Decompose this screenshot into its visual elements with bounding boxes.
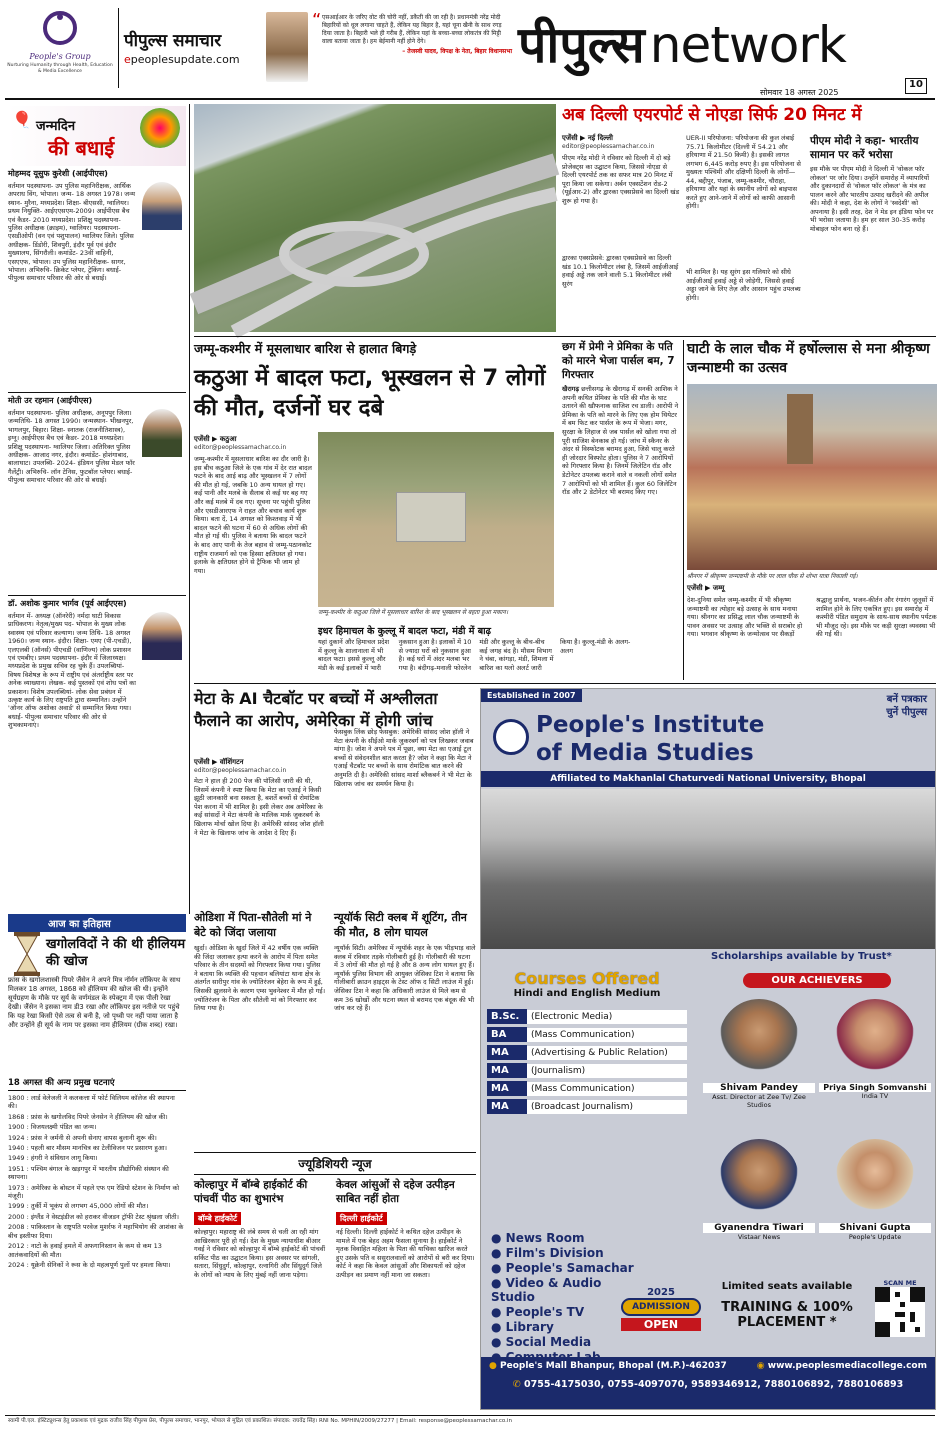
judiciary-story-1-label: बॉम्बे हाईकोर्ट [194, 1212, 241, 1225]
story-email: editor@peoplessamachar.co.in [194, 444, 287, 451]
sidebar-body: इस मौके पर पीएम मोदी ने दिल्ली में 'वोकल फॉर लोकल' पर जोर दिया। उन्होंने समारोह में व्यापारियों और दुकानदारों से 'वोकल फॉर लोकल' के मंत्र का पालन करने और भारतीय उत्पाद खरीदने की अपील की। मोदी ने कहा, देश के लोगों ने 'स्वदेशी' को अपनाया है। इसी तरह, देश ने मेड इन इंडिया फोन पर भी भरोसा जताया है। हम हर साल 30-35 करोड़ मोबाइल फोन बना रहे हैं। [810, 165, 934, 233]
quote-mark-icon: “ [312, 10, 322, 31]
kathua-story [194, 340, 554, 645]
location-pin-icon: ● [489, 1361, 497, 1371]
achiever-name: Shivam Pandey [703, 1083, 815, 1093]
judiciary-story-2 [336, 1178, 476, 1412]
birthday-header-line2: की बधाई [48, 136, 115, 160]
janmashtami-body: देश-दुनिया समेत जम्मू-कश्मीर में भी श्रीकृष्ण जन्माष्टमी का त्योहार बड़े उत्साह के साथ मनाया गया। श्रीनगर का प्रसिद्ध लाल चौक जन्माष्टमी के पावन अवसर पर उत्साह और भक्ति से सराबोर हो गया। भगवान श्रीकृष्ण के जन्मोत्सव पर सैकड़ों श्रद्धालु प्रार्थना, भजन-कीर्तन और रंगारंग जुलूसों में शामिल होने के लिए एकत्रित हुए। इस समारोह में कश्मीरी पंडित समुदाय के साथ-साथ स्थानीय पर्यटक भी मौजूद रहे। इस मौके पर कड़ी सुरक्षा व्यवस्था भी की गई थी। [687, 596, 937, 639]
facilities-list [491, 1231, 641, 1351]
story-body: भी शामिल है। यह सुरंग इस गलियारे को सीधे आईजीआई हवाई अड्डे से जोड़ेगी, जिससे हवाई अड्डा जाने के लिए तेज़ और आसान पहुंच उपलब्ध होगी। [686, 268, 801, 302]
qr-code[interactable] [871, 1279, 929, 1349]
event-item: 2012 : नाटो के हवाई हमले में अफगानिस्तान के कम से कम 13 आतंकवादियों की मौत। [8, 1242, 162, 1259]
judiciary-section [194, 1152, 476, 1412]
newyork-story [334, 910, 476, 1150]
admission-year: 2025 [647, 1287, 675, 1298]
course-item: MA (Journalism) [487, 1063, 687, 1078]
courses-title: Courses Offered [514, 969, 660, 988]
achiever-photo [835, 999, 915, 1079]
placement-line: PLACEMENT * [737, 1315, 837, 1330]
cg-headline: छग में प्रेमी ने प्रेमिका के पति को मारने भेजा पार्सल बम, 7 गिरफ्तार [562, 341, 675, 381]
event-item: 1800 : लार्ड वेलेजली ने कलकत्ता में फोर्ट विलियम कॉलेज की स्थापना की। [8, 1094, 175, 1111]
media-institute-ad [480, 688, 936, 1410]
person-details: वर्तमान पदस्थापना- पुलिस अधीक्षक, अनूपपुर जिला। जन्मतिथि- 18 अगस्त 1990। जन्मस्थान- भीखनपुर, भागलपुर, बिहार। शिक्षा- स्नातक (राजनीतिशास्त्र), इग्नू। आईपीएस बैच एवं कैडर- 2018 मध्यप्रदेश। प्रशिक्षु पदस्थापना- ग्वालियर जिला। अतिरिक्त पुलिस अधीक्षक- आजाद नगर, इंदौर। कमांडेंट- होशंगाबाद, बालाघाट। उपलब्धि- 2024- इंडियन पुलिस मेडल फॉर गैलेंट्री। अभिरुचि- लॉन टेनिस, फुटबॉल प्लेयर। बधाई- पीपुल्स समाचार परिवार की ओर से बधाई। [8, 409, 135, 485]
newyork-headline: न्यूयॉर्क सिटी क्लब में शूटिंग, तीन की मौत, 8 लोग घायल [334, 911, 467, 939]
imprint-line: स्वामी पी.एल. इंस्टिट्यूशन्स हेतु प्रकाशक एवं मुद्रक राजीव सिंह पीपुल्स प्रेस, पीपुल्स समाचार, भानपुर, भोपाल से मुद्रित एवं प्रकाशित। संपादक: राघवेंद्र सिंह। RNI No. MPHIN/2009/27277 | Email: response@peoplessamachar.co.in [8, 1418, 512, 1424]
clock-tower-shape [787, 394, 813, 464]
sidebar-headline: पीएम मोदी ने कहा- भारतीय सामान पर करें भरोसा [810, 135, 919, 161]
issue-date: सोमवार 18 अगस्त 2025 [760, 88, 839, 97]
group-tagline: Nurturing Humanity through Health, Education & Media Excellence [7, 63, 113, 74]
achiever-card [819, 1139, 931, 1269]
janmashtami-headline: घाटी के लाल चौक में हर्षोल्लास से मना श्रीकृष्ण जन्माष्टमी का उत्सव [687, 341, 930, 376]
kathua-sub-body: यहां दुकानें और हिमाचल प्रदेश में कुल्लू के शालानाला में भी बादल फटा। इससे कुल्लू और मंडी के कई इलाकों में भारी नुकसान हुआ है। इलाकों में 10 से ज्यादा घरों को नुकसान हुआ है। कई घरों में अंदर मलबा भर गया है। बंदीगढ़-मनाली फोरलेन मंडी और कुल्लू के बीच-बीच कई जगह बंद है। मौसम विभाग ने चंबा, कांगड़ा, मंडी, शिमला में बारिश का यलो अलर्ट जारी किया है। कुल्लू-मंडी के अलग-अलग [318, 638, 631, 672]
facility-item: ● News Room [491, 1231, 641, 1245]
achiever-card [819, 999, 931, 1129]
group-name: People's Group [29, 52, 91, 61]
facility-item: ● Video & Audio Studio [491, 1276, 641, 1304]
event-item: 2000 : इंग्लैंड ने वेस्टइंडीज को हराकर वीजडन ट्रॉफी टेस्ट श्रृंखला जीती। [8, 1212, 179, 1221]
story-email: editor@peoplessamachar.co.in [194, 767, 287, 774]
courses-panel [487, 969, 687, 1189]
course-item: MA (Broadcast Journalism) [487, 1099, 687, 1114]
birthday-column [8, 106, 186, 911]
qr-code-icon [875, 1287, 925, 1337]
birthday-person-3 [8, 598, 186, 906]
quote-text: एसआईआर के जरिए वोट की चोरी नहीं, डकैती की जा रही है। प्रधानमंत्री नरेंद्र मोदी बिहारियों को धूल लगाना चाहते हैं, लेकिन यह बिहार है, यहां चूना खैनी के साथ रगड़ दिया जाता है। बिहारी भले ही गरीब हैं, लेकिन यहां के बच्चा-बच्चा लोकतंत्र की मिट्टी वाला बताया जाता है। हम बेईमानी नहीं होने देंगे। [322, 14, 502, 45]
event-item: 1949 : हंगरी ने संविधान लागू किया। [8, 1154, 98, 1163]
achiever-role: India TV [861, 1092, 889, 1100]
event-item: 1999 : तुर्की में भूकंप से लगभग 45,000 लोगों की मौत। [8, 1202, 149, 1211]
delhi-sidebar [810, 134, 936, 334]
ad-address: ● People's Mall Bhanpur, Bhopal (M.P.)-462037 [489, 1361, 727, 1371]
person-name: डॉ. अशोक कुमार भार्गव (पूर्व आईएएस) [8, 599, 127, 608]
judiciary-story-1 [194, 1178, 328, 1412]
event-item: 1868 : फ्रांस के खगोलविद पियरे जेनसेन ने हीलियम की खोज की। [8, 1112, 168, 1121]
paper-website[interactable]: epeoplesupdate.com [124, 53, 240, 66]
birthday-header-line1: जन्मदिन [36, 119, 76, 134]
kathua-headline: कठुआ में बादल फटा, भूस्खलन से 7 लोगों की मौत, दर्जनों घर दबे [194, 365, 546, 421]
achiever-photo [719, 999, 799, 1079]
judiciary-story-2-body: नई दिल्ली। दिल्ली हाईकोर्ट ने कथित दहेज उत्पीड़न के मामले में एक बेहद अहम फैसला सुनाया है। हाईकोर्ट ने मृतक विवाहित महिला के पिता की याचिका खारिज करते हुए उसके पति व ससुरालवालों को आरोपों से बरी कर दिया। कोर्ट ने कहा कि केवल आंसुओं और शिकायतों को दहेज उत्पीड़न का प्रमाण नहीं माना जा सकता। [336, 1228, 475, 1279]
ad-affiliation: Affiliated to Makhanlal Chaturvedi National University, Bhopal [481, 771, 935, 787]
events-list [8, 1094, 186, 1269]
admission-label: ADMISSION [621, 1298, 701, 1316]
history-section [8, 914, 186, 1414]
scan-me-label: SCAN ME [883, 1279, 917, 1287]
peoples-group-emblem-icon [40, 8, 80, 48]
delhi-col1: एजेंसी ▶ नई दिल्ली editor@peoplessamachar.co.in पीएम नरेंद्र मोदी ने रविवार को दिल्ली में दो बड़े प्रोजेक्ट्स का उद्घाटन किया, जिससे नोएडा से दिल्ली एयरपोर्ट तक का सफर मात्र 20 मिनट में पूरा किया जा सकेगा। अर्बन एक्सटेंशन रोड-2 (यूईआर-2) और द्वारका एक्सप्रेसवे का दिल्ली खंड शुरू हो गया है। द्वारका एक्सप्रेसवे: द्वारका एक्सप्रेसवे का दिल्ली खंड 10.1 किलोमीटर लंबा है, जिसमें आईजीआई हवाई अड्डे तक जाने वाली 5.1 किलोमीटर लंबी सुरंग [562, 134, 680, 334]
kathua-kicker: जम्मू-कश्मीर में मूसलाधार बारिश से हालात बिगड़े [194, 341, 417, 356]
facility-item: ● People's Samachar [491, 1261, 641, 1275]
history-headline: खगोलविदों ने की थी हीलियम की खोज [46, 937, 186, 969]
event-item: 1900 : विजयलक्ष्मी पंडित का जन्म। [8, 1123, 97, 1132]
event-item: 2008 : पाकिस्तान के राष्ट्रपति परवेज मुशर्रफ ने महाभियोग की आशंका के बीच इस्तीफा दिया। [8, 1223, 184, 1240]
delhi-col2 [686, 134, 804, 334]
section-title-english: network [649, 16, 846, 74]
achiever-role: People's Update [848, 1233, 902, 1241]
person-name: मोहम्मद यूसुफ कुरेशी (आईपीएस) [8, 169, 108, 178]
achiever-name: Priya Singh Somvanshi [819, 1083, 931, 1092]
masthead [0, 0, 945, 100]
course-item: B.Sc. (Electronic Media) [487, 1009, 687, 1024]
quote-box [312, 10, 512, 86]
person-photo [142, 612, 182, 660]
quote-author: – तेजस्वी यादव, विपक्ष के नेता, बिहार विधानसभा [402, 48, 512, 55]
achiever-photo [719, 1139, 799, 1219]
judiciary-story-2-headline: केवल आंसुओं से दहेज उत्पीड़न साबित नहीं होता [336, 1179, 455, 1205]
events-title: 18 अगस्त की अन्य प्रमुख घटनाएं [8, 1077, 186, 1091]
person-name: मोती उर रहमान (आईपीएस) [8, 396, 93, 405]
person-photo [142, 409, 182, 457]
odisha-body: खुर्दा। ओडिशा के खुर्दा जिले में 42 वर्षीय एक व्यक्ति की जिंदा जलाकर हत्या करने के आरोप में पिता समेत परिवार के तीन सदस्यों को गिरफ्तार किया गया। पुलिस ने बताया कि व्यक्ति की पहचान बलियांटा थाना क्षेत्र के अंतर्गत सारीपुर गांव के ज्योतिरंजन बेहेरा के रूप में हुई, जिसकी झुलसने के कारण एम्स भुवनेश्वर में मौत हो गई। ज्योतिरंजन के पिता और सौतेली मां को गिरफ्तार कर लिया गया है। [194, 944, 326, 1013]
classroom-photo [481, 789, 935, 949]
admission-status: OPEN [621, 1318, 701, 1331]
chhattisgarh-story [562, 340, 680, 680]
admission-badge [621, 1287, 701, 1349]
achiever-name: Shivani Gupta [819, 1223, 931, 1233]
story-body: जम्मू-कश्मीर में मूसलाधार बारिश का दौर जारी है। इस बीच कठुआ जिले के एक गांव में देर रात बादल फटने के बाद आई बाढ़ और भूस्खलन में 7 लोगों की मौत हो गई, जबकि 10 अन्य घायल हो गए। कई पानी और मलबे के सैलाब से कई घर बह गए और कई मलबे में दब गए। सूचना पर पहुंची पुलिस और एसडीआरएफ ने राहत और बचाव कार्य शुरू किया। बता दें, 14 अगस्त को किश्तवाड़ में भी बादल फटने की घटना में 60 से अधिक लोगों की मौत हो गई थी। पुलिस ने बताया कि बादल फटने के बाद आए पानी के तेज बहाव से जम्मू-पठानकोट राष्ट्रीय राजमार्ग को एक हिस्सा क्षतिग्रस्त हो गया। इलाके के क्षतिग्रस्त होने से ट्रैफिक भी जाम हो गया। [194, 455, 312, 575]
janmashtami-caption: श्रीनगर में श्रीकृष्ण जन्माष्टमी के मौके पर लाल चौक से शोभा यात्रा निकाली गई। [687, 573, 858, 580]
page-number: 10 [905, 78, 927, 94]
flowers-icon [140, 108, 180, 148]
event-item: 1951 : पश्चिम बंगाल के खड़गपुर में भारतीय प्रौद्योगिकी संस्थान की स्थापना। [8, 1164, 169, 1182]
course-item: MA (Mass Communication) [487, 1081, 687, 1096]
phone-icon: ✆ [512, 1379, 521, 1390]
achiever-role: Vistaar News [737, 1233, 781, 1241]
birthday-person-1 [8, 168, 186, 390]
kathua-photo-caption: जम्मू-कश्मीर के कठुआ जिले में मूसलाधार बारिश के बाद भूस्खलन से बहता हुआ मकान। [318, 609, 508, 616]
cg-body-text: छत्तीसगढ़ के खैरागढ़ में सनकी आशिक ने अपनी कथित प्रेमिका के पति की मौत के घाट उतारने की खौफनाक साजिश रच डाली। आरोपी ने प्रेमिका के पति को मारने के लिए एक होम थियेटर में बम फिट कर पार्सल के रूप में भेजा। मगर, सुरक्षा के लिहाज से जब पार्सल को खोला गया तो पूरी साजिश बेनकाब हो गई। जांच में स्कैनर के अंदर से विस्फोटक बरामद हुआ, जिसे चालू करते ही जोरदार विस्फोट होता। पुलिस ने 7 आरोपियों को गिरफ्तार किया है। जिनमें जिलेटिन रॉड और डेटोनेटर उपलब्ध कराने वाले व नकली लोगों समेत 7 आरोपियों को भी शामिल हैं। कुल 60 जिलेटिन रॉड और 2 डेटोनेटर भी बरामद किए गए। [562, 385, 679, 497]
ad-right-tagline: बनें पत्रकार चुनें पीपुल्स [886, 694, 927, 718]
globe-icon: e [124, 53, 131, 66]
meta-body: मेटा ने हाल ही 200 पेज की पॉलिसी जारी की थी, जिसमें कंपनी ने स्पष्ट किया कि मेटा का एआई ने किसी झूठी जानकारी बना सकता है, बशर्ते बच्चों से रोमांटिक पेश करना में भी शामिल है। इसी लेकर अब अमेरिका के कई सांसदों ने मेटा कंपनी के मालिक मार्क जुकरबर्ग के खिलाफ मोर्चा खोल दिया है। अमेरिकी सांसद जोश हॉली ने मेटा के खिलाफ जांच के आदेश दे दिए हैं। [194, 777, 324, 837]
expressway-illustration [194, 104, 556, 332]
facility-item: ● Social Media [491, 1335, 641, 1349]
paper-name-text: पीपुल्स समाचार [124, 31, 222, 51]
achiever-name: Gyanendra Tiwari [703, 1223, 815, 1233]
story-body: UER-II परियोजना: परियोजना की कुल लंबाई 75.71 किलोमीटर (दिल्ली में 54.21 और हरियाणा में 21.50 किमी) है। इसकी लागत लगभग 6,445 करोड़ रुपए है। इस परियोजना से मुख्यतः पश्चिमी और दक्षिणी दिल्ली के लोगों— 44, बद्दीपुर, पंजाब, जम्मू-कश्मीर, चौराहा, हरियाणा और यहां के स्थानीय लोगों को बाइपास करते हुए आने-जाने में लोगों को काफी आसानी होगी। [686, 134, 801, 210]
section-title [518, 10, 938, 80]
achievers-title: OUR ACHIEVERS [743, 973, 891, 988]
expressway-photo [194, 104, 556, 332]
story-email: editor@peoplessamachar.co.in [562, 143, 655, 150]
section-title-hindi: पीपुल्स [518, 16, 645, 74]
janmashtami-photo [687, 384, 937, 570]
ad-scholarship: Scholarships available by Trust* [711, 951, 892, 962]
course-item: BA (Mass Communication) [487, 1027, 687, 1042]
delhi-headline: अब दिल्ली एयरपोर्ट से नोएडा सिर्फ 20 मिनट में [562, 105, 862, 125]
placement-panel [707, 1281, 867, 1351]
history-box-title: आज का इतिहास [8, 914, 186, 932]
achiever-role: Asst. Director at Zee Tv/ Zee Studios [712, 1093, 806, 1109]
kathua-body-col: एजेंसी ▶ कठुआ editor@peoplessamachar.co.in जम्मू-कश्मीर में मूसलाधार बारिश का दौर जारी है। इस बीच कठुआ जिले के एक गांव में देर रात बादल फटने के बाद आई बाढ़ और भूस्खलन में 7 लोगों की मौत हो गई, जबकि 10 अन्य घायल हो गए। कई पानी और मलबे के सैलाब से कई घर बह गए और कई मलबे में दब गए। सूचना पर पहुंची पुलिस और एसडीआरएफ ने राहत और बचाव कार्य शुरू किया। बता दें, 14 अगस्त को किश्तवाड़ में भी बादल फटने की घटना में 60 से अधिक लोगों की मौत हो गई थी। पुलिस ने बताया कि बादल फटने के बाद आए पानी के तेज बहाव से जम्मू-पठानकोट राष्ट्रीय राजमार्ग को एक हिस्सा क्षतिग्रस्त हो गया। इलाके के क्षतिग्रस्त होने से ट्रैफिक भी जाम हो गया। [194, 435, 312, 645]
kathua-flood-photo [318, 432, 554, 607]
ad-footer [481, 1357, 935, 1409]
balloons-icon: 🎈 [12, 110, 32, 129]
quote-author-photo [266, 12, 308, 82]
birthday-person-2 [8, 395, 186, 593]
odisha-headline: ओडिशा में पिता-सौतेली मां ने बेटे को जिंदा जलाया [194, 911, 312, 939]
globe-icon: ◉ [756, 1361, 765, 1371]
meta-story: मेटा के AI चैटबॉट पर बच्चों में अश्लीलता फैलाने का आरोप, अमेरिका में होगी जांच एजेंसी ▶ वॉशिंगटन editor@peoplessamachar.co.in मेटा ने हाल ही 200 पेज की पॉलिसी जारी की थी, जिसमें कंपनी ने स्पष्ट किया कि मेटा का एआई ने किसी झूठी जानकारी बना सकता है, बशर्ते बच्चों से रोमांटिक पेश करना में भी शामिल है। इसी लेकर अब अमेरिका के कई सांसदों ने मेटा कंपनी के मालिक मार्क जुकरबर्ग के खिलाफ मोर्चा खोल दिया है। अमेरिकी सांसद जोश हॉली ने मेटा के खिलाफ जांच के आदेश दे दिए हैं। फेसबुक लिंक छोड़ फेसबुक: अमेरिकी सांसद जोश हॉली ने मेटा कंपनी के सीईओ मार्क जुकरबर्ग को पत्र लिखकर जवाब मांगा है। जोश ने अपने पत्र में पूछा, क्या मेटा का एआई टूल बच्चों से संवेदनशील बात करता है? जोश ने कहा कि मेटा ने एआई चैटबॉट पर बच्चों के साथ रोमांटिक बात करने की अनुमति दी है। अमेरिकी सांसद मार्शा ब्लैकबर्न ने भी मेटा के खिलाफ जांच का समर्थन किया है। [194, 688, 476, 893]
course-item: MA (Advertising & Public Relation) [487, 1045, 687, 1060]
person-details: वर्तमान पदस्थापना- उप पुलिस महानिरीक्षक, आर्थिक अपराध विंग, भोपाल। जन्म- 18 अगस्त 1978। जन्म स्थान- मुरैना, मध्यप्रदेश। शिक्षा- बीएससी, ग्वालियर। प्रथम नियुक्ति- आईएएसएम-2009। आईपीएस बैच एवं कैडर- 2010 मध्यप्रदेश। प्रशिक्षु पदस्थापना- पुलिस अधीक्षक (क्राइम), ग्वालियर। पदस्थापना- एसडीओपी (वन एवं पशुपालन) ग्वालियर जिले। पुलिस अधीक्षक- डिंडोरी, शिवपुरी, इंदौर पूर्व एवं इंदौर मुख्यालय, सिंगरौली। कमांडेंट- 23वीं वाहिनी, एसएएफ, भोपाल। उप पुलिस महानिरीक्षक- सागर, भोपाल। अभिरुचि- क्रिकेट प्लेयर, ट्रेकिंग। बधाई- पीपुल्स समाचार परिवार की ओर से बधाई। [8, 182, 136, 283]
hourglass-icon [12, 932, 42, 976]
paper-name [124, 28, 264, 78]
judiciary-story-2-label: दिल्ली हाईकोर्ट [336, 1212, 387, 1225]
achiever-card [703, 1139, 815, 1269]
event-item: 1973 : अमेरिका के बोस्टन में पहले एफ एम रेडियो स्टेशन के निर्माण को मंजूरी। [8, 1183, 180, 1201]
achiever-photo [835, 1139, 915, 1219]
story-body: पीएम नरेंद्र मोदी ने रविवार को दिल्ली में दो बड़े प्रोजेक्ट्स का उद्घाटन किया, जिससे नोएडा से दिल्ली एयरपोर्ट तक का सफर मात्र 20 मिनट में पूरा किया जा सकेगा। अर्बन एक्सटेंशन रोड-2 (यूईआर-2) और द्वारका एक्सप्रेसवे का दिल्ली खंड शुरू हो गया है। [562, 154, 680, 205]
ad-logo-icon [493, 719, 529, 755]
story-body: द्वारका एक्सप्रेसवे: द्वारका एक्सप्रेसवे का दिल्ली खंड 10.1 किलोमीटर लंबा है, जिसमें आईजीआई हवाई अड्डे तक जाने वाली 5.1 किलोमीटर लंबी सुरंग [562, 254, 679, 288]
achiever-card [703, 999, 815, 1129]
facility-item: ● Film's Division [491, 1246, 641, 1260]
event-item: 1940 : पहली बार मौसम मानचित्र का टेलीविजन पर प्रसारण हुआ। [8, 1144, 167, 1153]
date-line [760, 80, 900, 97]
meta-body-2: फेसबुक लिंक छोड़ फेसबुक: अमेरिकी सांसद जोश हॉली ने मेटा कंपनी के सीईओ मार्क जुकरबर्ग को पत्र लिखकर जवाब मांगा है। जोश ने अपने पत्र में पूछा, क्या मेटा का एआई टूल बच्चों से संवेदनशील बात करता है? जोश ने कहा कि मेटा ने एआई चैटबॉट पर बच्चों के साथ रोमांटिक बात करने की अनुमति दी है। अमेरिकी सांसद मार्शा ब्लैकबर्न ने भी मेटा के खिलाफ जांच का समर्थन किया है। [334, 728, 474, 788]
delhi-story [562, 104, 936, 336]
person-details: वर्तमान में- अध्यक्ष (ऑनरेरी) नर्मदा घाटी विकास प्राधिकरण। नेतृत्व/मुख्य पद- भोपाल के मुख्य लोक स्वास्थ्य एवं परिवार कल्याण। जन्म तिथि- 18 अगस्त 1960। जन्म स्थान- इंदौर। शिक्षा- एमए (पी-एचडी), एलएलबी (ऑनर्स) पीएचडी (वाणिज्य) लोक प्रशासन एवं एमबीए। प्रथम पदस्थापना- इंदौर में जिलाध्यक्ष। मध्यप्रदेश के प्रमुख सचिव रह चुके हैं। उपलब्धियां- विषय विशेषज्ञ के रूप में राष्ट्रीय एवं अंतर्राष्ट्रीय स्तर पर अनेक व्याख्यान। लेखक- कई पुस्तकों एवं शोध पत्रों का प्रकाशन। विशेष उपलब्धियां- लोक सेवा प्रबंधन में उत्कृष्ट कार्य के लिए राष्ट्रपति द्वारा सम्मानित। उन्होंने 'ऑनर ऑफ अशोका अवार्ड' से सम्मानित किया गया। बधाई- पीपुल्स समाचार परिवार की ओर से शुभकामनाएं। [8, 612, 136, 730]
history-body: फ्रांस के खगोलशास्त्री पियरे जैंसेन ने अपने मित्र नॉर्मन लॉकियर के साथ मिलकर 18 अगस्त, 1868 को हीलियम की खोज की थी। इन्होंने सूर्यग्रहण के मौके पर सूर्य के वर्णमंडल के स्पेक्ट्रम में एक पीली रेखा देखी। जैंसेन ने इसका नाम डी3 रखा और लॉकियर इस नतीजे पर पहुंचे कि यह रेखा किसी ऐसे तत्व से बनी है, जो पृथ्वी पर नहीं पाया जाता है और उन्होंने ही सूर्य के नाम पर इसका नाम हीलियम (ग्रीक शब्द) रखा। [8, 976, 181, 1029]
peoples-group-logo [6, 8, 114, 88]
meta-headline: मेटा के AI चैटबॉट पर बच्चों में अश्लीलता फैलाने का आरोप, अमेरिका में होगी जांच [194, 689, 438, 730]
flood-house-shape [396, 492, 466, 542]
limited-seats: Limited seats available [721, 1281, 853, 1292]
ad-established: Established in 2007 [481, 689, 582, 702]
judiciary-story-1-body: कोल्हापुर। महाराष्ट्र की लंबे समय से चली आ रही मांग आखिरकार पूरी हो गई। देश के मुख्य न्यायाधीश बीआर गवई ने रविवार को कोल्हापुर में बॉम्बे हाईकोर्ट की पांचवीं सर्किट पीठ का उद्घाटन किया। इस अवसर पर सांगली, सतारा, सिंधुदुर्ग, कोल्हापुर, रत्नागिरी और सिंधुदुर्ग जिले के लोगों को न्याय के लिए मुंबई नहीं जाना पड़ेगा। [194, 1228, 326, 1279]
newyork-body: न्यूयॉर्क सिटी। अमेरिका में न्यूयॉर्क शहर के एक भीड़भाड़ वाले क्लब में रविवार तड़के गोलीबारी हुई है। गोलीबारी की घटना में 3 लोगों की मौत हो गई है और 8 अन्य लोग घायल हुए हैं। न्यूयॉर्क पुलिस विभाग की आयुक्त जेसिका टिश ने बताया कि गोलीबारी क्राउन हाइट्स के टेस्ट ऑफ द सिटी लाउंज में हुई। जेसिका टिश ने कहा कि अधिकारी लाउंज से मिले कम से कम 36 खोखों और घटना स्थल से बरामद एक बंदूक की भी जांच कर रहे हैं। [334, 944, 476, 1013]
event-item: 1924 : फ्रांस ने जर्मनी से अपनी सेनाए वापस बुलानी शुरू की। [8, 1133, 157, 1142]
kathua-sub-headline: इधर हिमाचल के कुल्लू में बादल फटा, मंडी में बाढ़ [318, 626, 491, 637]
event-item: 2024 : यूक्रेनी सेनिकों ने रूस के दो महत्वपूर्ण पुलों पर हमला किया। [8, 1260, 171, 1269]
training-line: TRAINING & 100% [721, 1300, 853, 1315]
judiciary-story-1-headline: कोल्हापुर में बॉम्बे हाईकोर्ट की पांचवीं पीठ का शुभारंभ [194, 1179, 308, 1205]
cg-body [562, 385, 680, 670]
ad-institute-name: People's Institute of Media Studies [536, 712, 765, 766]
cg-place: खैरागढ़ [562, 385, 579, 393]
person-photo [142, 182, 182, 230]
ad-phones: ✆ 0755-4175030, 0755-4097070, 9589346912, 7880106892, 7880106893 [512, 1379, 904, 1390]
achievers-panel [703, 969, 931, 1269]
odisha-story [194, 910, 326, 1150]
judiciary-title: ज्यूडिशियरी न्यूज [194, 1152, 476, 1175]
courses-sub: Hindi and English Medium [513, 988, 661, 999]
ad-website[interactable]: ◉ www.peoplesmediacollege.com [756, 1361, 927, 1371]
birthday-header [8, 106, 186, 166]
facility-item: ● People's TV [491, 1305, 641, 1319]
janmashtami-story: घाटी के लाल चौक में हर्षोल्लास से मना श्रीकृष्ण जन्माष्टमी का उत्सव श्रीनगर में श्रीकृष्ण जन्माष्टमी के मौके पर लाल चौक से शोभा यात्रा निकाली गई। एजेंसी ▶ जम्मू देश-दुनिया समेत जम्मू-कश्मीर में भी श्रीकृष्ण जन्माष्टमी का त्योहार बड़े उत्साह के साथ मनाया गया। श्रीनगर का प्रसिद्ध लाल चौक जन्माष्टमी के पावन अवसर पर उत्साह और भक्ति से सराबोर हो गया। भगवान श्रीकृष्ण के जन्मोत्सव पर सैकड़ों श्रद्धालु प्रार्थना, भजन-कीर्तन और रंगारंग जुलूसों में शामिल होने के लिए एकत्रित हुए। इस समारोह में कश्मीरी पंडित समुदाय के साथ-साथ स्थानीय पर्यटक भी मौजूद रहे। इस मौके पर कड़ी सुरक्षा व्यवस्था भी की गई थी। [687, 340, 937, 680]
facility-item: ● Library [491, 1320, 641, 1334]
